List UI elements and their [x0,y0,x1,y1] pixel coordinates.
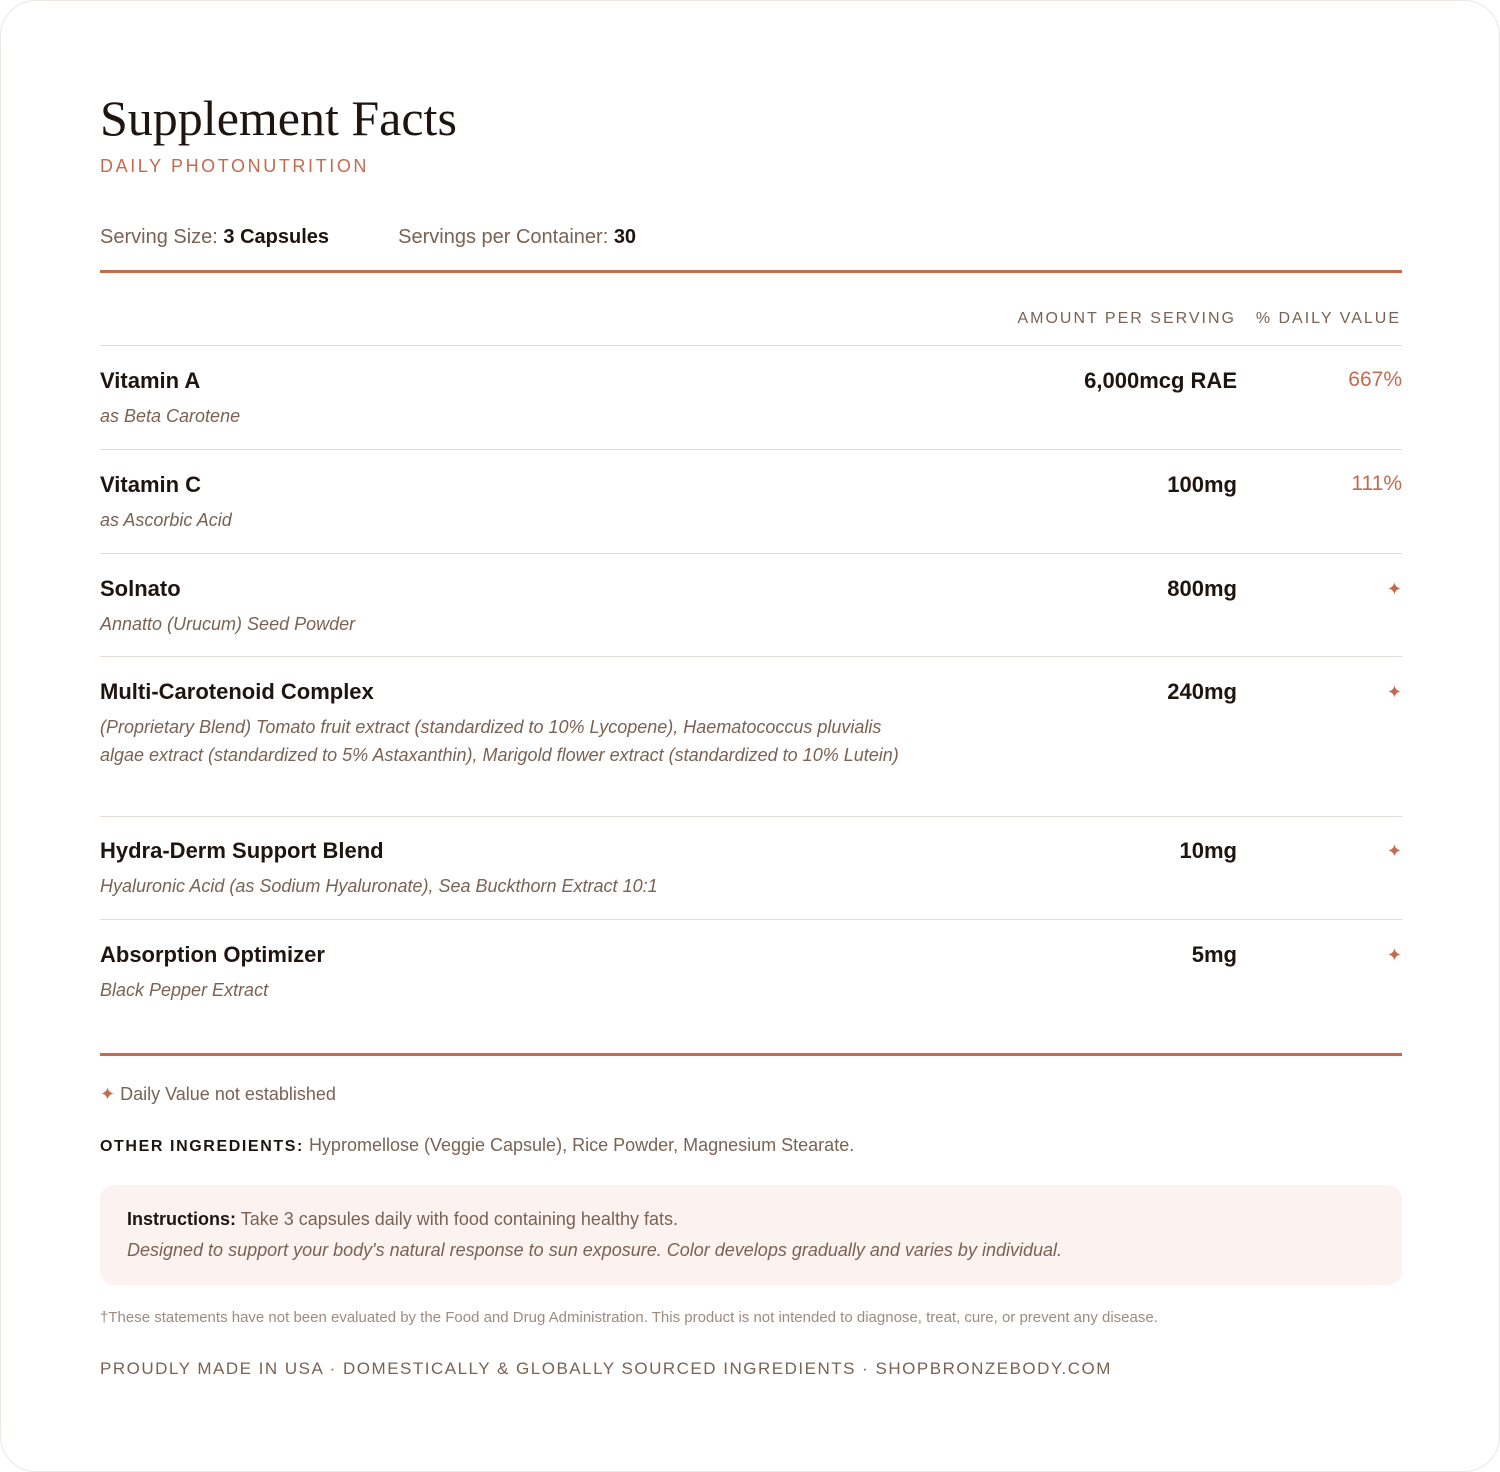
ingredient-description: Hyaluronic Acid (as Sodium Hyaluronate), Sea Buckthorn Extract 10:1 [100,876,658,896]
row-divider [100,656,1402,657]
serving-info [100,226,636,249]
row-divider [100,816,1402,817]
ingredient-amount: 800mg [1167,576,1237,601]
dv-not-established-icon: ✦ [1386,579,1402,599]
amount-column-header: AMOUNT PER SERVING [1017,310,1236,327]
dv-not-established-icon: ✦ [1386,682,1402,702]
footer-text: PROUDLY MADE IN USA · DOMESTICALLY & GLOBALLY SOURCED INGREDIENTS · SHOPBRONZEBODY.COM [100,1359,1112,1378]
row-divider [100,919,1402,920]
star-icon: ✦ [100,1084,116,1104]
ingredient-amount: 10mg [1179,838,1237,863]
ingredient-amount: 240mg [1167,679,1237,704]
instructions-line [127,1209,1375,1230]
daily-value-column-header: % DAILY VALUE [1255,310,1401,327]
other-ingredients [100,1135,854,1156]
page-title: Supplement Facts [100,90,457,146]
ingredient-amount: 6,000mcg RAE [1084,368,1237,393]
serving-size-value: 3 Capsules [223,226,330,248]
instructions-label: Instructions: [127,1209,237,1229]
ingredient-daily-value: 667% [1348,368,1402,391]
ingredient-name: Vitamin C [100,472,202,497]
ingredient-name: Absorption Optimizer [100,942,325,967]
dv-not-established-icon: ✦ [1386,945,1402,965]
servings-per-container-label: Servings per Container: [398,226,609,248]
ingredient-name: Multi-Carotenoid Complex [100,679,374,704]
instructions-note: Designed to support your body's natural response to sun exposure. Color develops gradually and varies by individual. [127,1240,1062,1260]
dv-footnote-text: Daily Value not established [120,1084,336,1104]
instructions-text: Take 3 capsules daily with food containing healthy fats. [240,1209,678,1229]
ingredient-amount: 5mg [1191,942,1237,967]
ingredient-name: Vitamin A [100,368,201,393]
ingredient-description: Annatto (Urucum) Seed Powder [100,614,356,634]
row-divider [100,449,1402,450]
top-accent-divider [100,270,1402,273]
ingredient-amount: 100mg [1167,472,1237,497]
row-divider [100,553,1402,554]
fda-disclaimer: †These statements have not been evaluated by the Food and Drug Administration. This product is not intended to diagnose, treat, cure, or prevent any disease. [100,1309,1158,1326]
header-divider [100,345,1402,346]
dv-not-established-icon: ✦ [1386,841,1402,861]
ingredient-name: Solnato [100,576,181,601]
instructions-box [100,1185,1402,1285]
dv-footnote [100,1084,336,1105]
other-ingredients-label: OTHER INGREDIENTS: [100,1138,304,1155]
serving-size-label: Serving Size: [100,226,218,248]
other-ingredients-text: Hypromellose (Veggie Capsule), Rice Powder, Magnesium Stearate. [308,1135,855,1155]
ingredient-description: as Beta Carotene [100,406,241,426]
ingredient-description: (Proprietary Blend) Tomato fruit extract (standardized to 10% Lycopene), Haematococcus pluvialis algae extract (standardized to 5% Astaxanthin), Marigold flower extract (standardized to 10% Lutein) [100,717,899,765]
ingredient-description: as Ascorbic Acid [100,510,232,530]
servings-per-container-value: 30 [613,226,637,248]
ingredient-name: Hydra-Derm Support Blend [100,838,384,863]
bottom-accent-divider [100,1053,1402,1056]
ingredient-description: Black Pepper Extract [100,980,269,1000]
product-subtitle: DAILY PHOTONUTRITION [100,156,370,176]
ingredient-daily-value: 111% [1351,472,1402,495]
